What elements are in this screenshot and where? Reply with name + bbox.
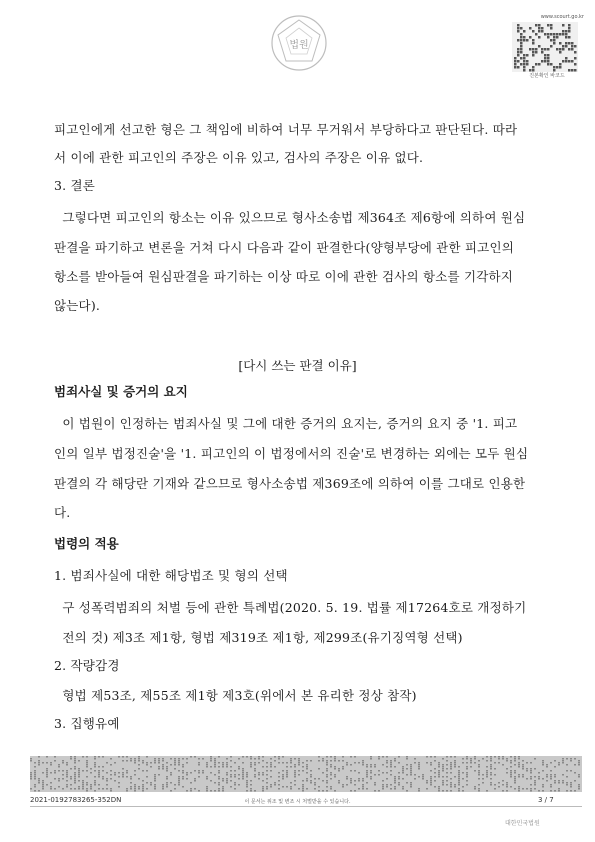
law-item: 구 성폭력범죄의 처벌 등에 관한 특례법(2020. 5. 19. 법률 제17264호로 개정하기 bbox=[54, 600, 527, 615]
body-line: 이 법원이 인정하는 범죄사실 및 그에 대한 증거의 요지는, 증거의 요지 중 '1. 피고 bbox=[54, 416, 518, 431]
body-line: 인의 일부 법정진술'을 '1. 피고인의 이 법정에서의 진술'로 변경하는 외에는 모두 원심 bbox=[54, 446, 529, 461]
qr-url: www.scourt.go.kr bbox=[540, 14, 584, 20]
body-line: 서 이에 관한 피고인의 주장은 이유 있고, 검사의 주장은 이유 없다. bbox=[54, 150, 424, 165]
page-number: 3 / 7 bbox=[538, 796, 554, 804]
law-item: 전의 것) 제3조 제1항, 형법 제319조 제1항, 제299조(유기징역형 선택) bbox=[54, 630, 463, 645]
footer-rule bbox=[30, 806, 582, 807]
law-item: 3. 집행유예 bbox=[54, 716, 120, 731]
body-line: 항소를 받아들여 원심판결을 파기하는 이상 따로 이에 관한 검사의 항소를 기각하지 bbox=[54, 269, 514, 284]
court-seal bbox=[270, 14, 328, 72]
law-item: 2. 작량감경 bbox=[54, 658, 120, 673]
law-item: 형법 제53조, 제55조 제1항 제3호(위에서 본 유리한 정상 참작) bbox=[54, 688, 417, 703]
section-title: [다시 쓰는 판결 이유] bbox=[238, 358, 357, 373]
footer-note: 이 문서는 위조 및 변조 시 처벌받을 수 있습니다. bbox=[244, 799, 351, 805]
qr-caption: 진본확인 바코드 bbox=[529, 73, 565, 79]
heading-facts: 범죄사실 및 증거의 요지 bbox=[54, 384, 188, 399]
security-pattern bbox=[30, 756, 582, 792]
body-line: 않는다). bbox=[54, 298, 101, 313]
body-line: 그렇다면 피고인의 항소는 이유 있으므로 형사소송법 제364조 제6항에 의하여 원심 bbox=[54, 210, 526, 225]
seal-text: 법원 bbox=[289, 40, 309, 51]
body-line: 판결을 파기하고 변론을 거쳐 다시 다음과 같이 판결한다(양형부당에 관한 피고인의 bbox=[54, 240, 514, 255]
document-id: 2021-0192783265-352DN bbox=[30, 796, 122, 804]
conclusion-heading: 3. 결론 bbox=[54, 178, 96, 193]
body-line: 피고인에게 선고한 형은 그 책임에 비하여 너무 무거워서 부당하다고 판단된다. 따라 bbox=[54, 122, 518, 137]
body-line: 다. bbox=[54, 505, 71, 520]
body-line: 판결의 각 해당란 기재와 같으므로 형사소송법 제369조에 의하여 이를 그대로 인용한 bbox=[54, 476, 526, 491]
heading-law: 법령의 적용 bbox=[54, 536, 119, 551]
court-name: 대한민국법원 bbox=[505, 820, 540, 827]
law-item: 1. 범죄사실에 대한 해당법조 및 형의 선택 bbox=[54, 568, 288, 583]
